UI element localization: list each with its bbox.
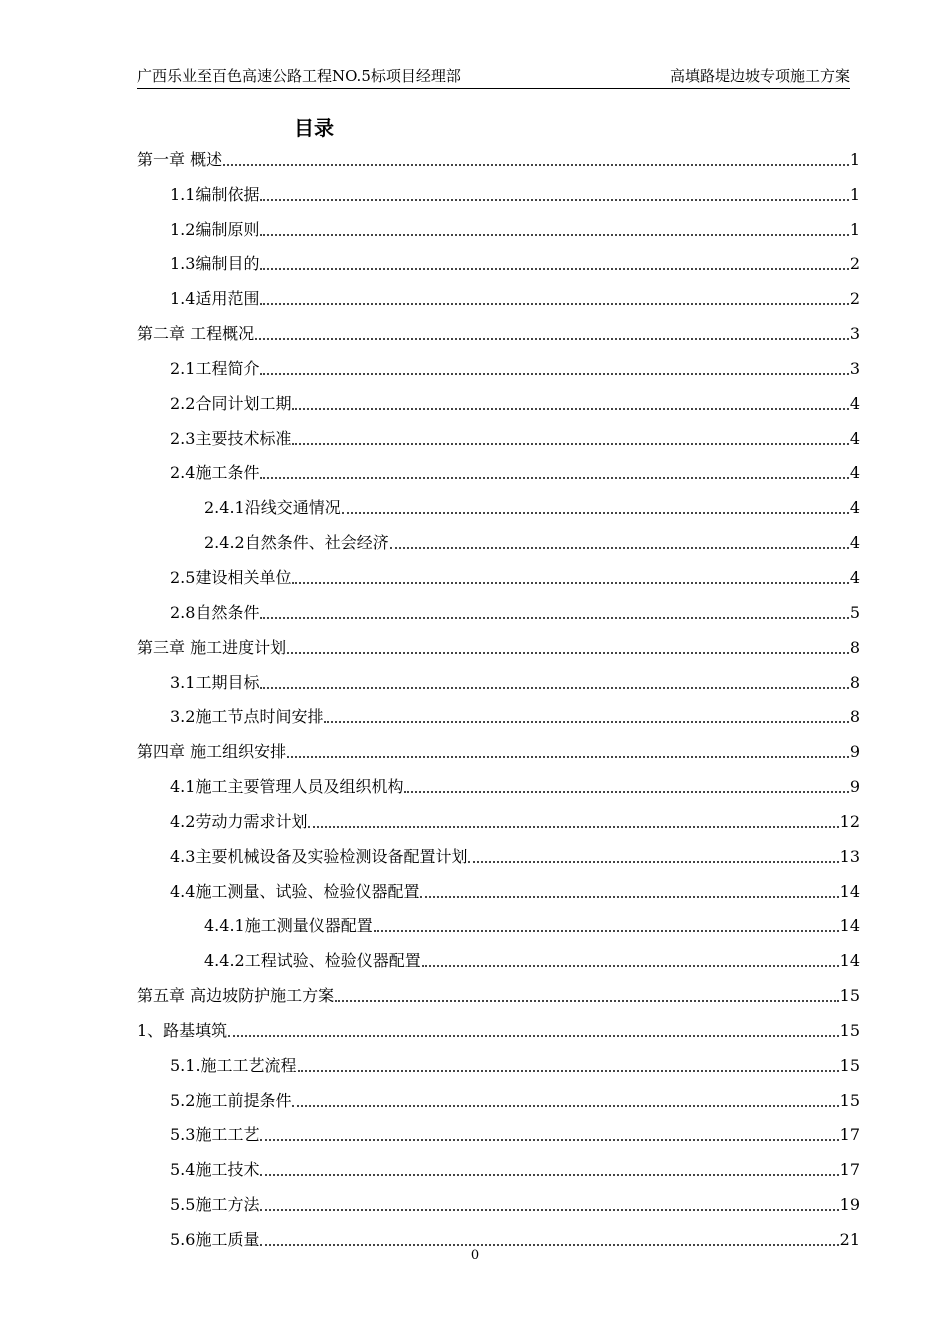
toc-entry-page: 2 — [849, 289, 860, 309]
toc-entry-page: 15 — [839, 986, 860, 1006]
toc-dot-leader — [260, 302, 848, 305]
toc-entry[interactable] — [137, 345, 860, 380]
toc-entry-page: 12 — [839, 811, 860, 831]
toc-entry[interactable] — [137, 833, 860, 868]
toc-entry-label: 4.4.2工程试验、检验仪器配置 — [204, 951, 421, 971]
toc-entry[interactable] — [137, 694, 860, 729]
toc-entry-label: 1.1编制依据 — [170, 184, 260, 204]
toc-entry[interactable] — [137, 1112, 860, 1147]
toc-entry-label: 1.3编制目的 — [170, 254, 260, 274]
toc-entry-label: 5.2施工前提条件 — [170, 1090, 292, 1110]
toc-dot-leader — [223, 163, 849, 166]
toc-entry-label: 2.4.2自然条件、社会经济 — [204, 533, 389, 553]
toc-dot-leader — [260, 1208, 838, 1211]
toc-entry[interactable] — [137, 450, 860, 485]
toc-entry-label: 4.2劳动力需求计划 — [170, 811, 308, 831]
toc-entry-page: 3 — [849, 324, 860, 344]
toc-dot-leader — [260, 198, 848, 201]
page-number: 0 — [470, 1248, 480, 1263]
toc-entry-page: 4 — [849, 428, 860, 448]
toc-entry-label: 5.4施工技术 — [170, 1160, 260, 1180]
toc-dot-leader — [335, 999, 839, 1002]
toc-dot-leader — [228, 1034, 838, 1037]
toc-entry[interactable] — [137, 380, 860, 415]
toc-entry[interactable] — [137, 206, 860, 241]
toc-entry[interactable] — [137, 589, 860, 624]
toc-entry-label: 第一章 概述 — [137, 149, 223, 169]
toc-entry[interactable] — [137, 728, 860, 763]
toc-entry[interactable] — [137, 554, 860, 589]
toc-title: 目录 — [294, 116, 334, 140]
toc-entry-label: 4.3主要机械设备及实验检测设备配置计划 — [170, 846, 468, 866]
toc-entry-label: 第二章 工程概况 — [137, 324, 255, 344]
toc-dot-leader — [260, 233, 848, 236]
toc-entry-page: 3 — [849, 358, 860, 378]
toc-entry-page: 8 — [849, 637, 860, 657]
toc-entry-label: 1.4适用范围 — [170, 289, 260, 309]
toc-dot-leader — [308, 825, 838, 828]
toc-entry[interactable] — [137, 659, 860, 694]
toc-entry[interactable] — [137, 624, 860, 659]
toc-entry-page: 5 — [849, 602, 860, 622]
toc-dot-leader — [404, 790, 848, 793]
toc-dot-leader — [260, 1173, 838, 1176]
toc-entry[interactable] — [137, 1146, 860, 1181]
toc-entry-label: 3.2施工节点时间安排 — [170, 707, 324, 727]
toc-entry-page: 15 — [839, 1090, 860, 1110]
toc-dot-leader — [298, 1069, 839, 1072]
toc-entry-page: 4 — [849, 567, 860, 587]
toc-entry-page: 17 — [839, 1125, 860, 1145]
toc-dot-leader — [292, 407, 848, 410]
toc-entry-label: 2.2合同计划工期 — [170, 393, 292, 413]
toc-entry[interactable] — [137, 763, 860, 798]
toc-entry[interactable] — [137, 1181, 860, 1216]
toc-dot-leader — [374, 929, 839, 932]
toc-entry-label: 4.1施工主要管理人员及组织机构 — [170, 777, 404, 797]
toc-dot-leader — [390, 546, 849, 549]
toc-dot-leader — [260, 267, 848, 270]
toc-dot-leader — [260, 1243, 838, 1246]
toc-dot-leader — [260, 686, 848, 689]
toc-entry[interactable] — [137, 903, 860, 938]
toc-dot-leader — [292, 1104, 838, 1107]
toc-entry-label: 第四章 施工组织安排 — [137, 742, 287, 762]
toc-list — [137, 136, 860, 1251]
toc-entry[interactable] — [137, 310, 860, 345]
toc-entry-label: 第三章 施工进度计划 — [137, 637, 287, 657]
toc-entry-page: 8 — [849, 672, 860, 692]
toc-entry[interactable] — [137, 484, 860, 519]
toc-entry-page: 1 — [849, 184, 860, 204]
toc-entry-page: 4 — [849, 463, 860, 483]
toc-entry-page: 14 — [839, 881, 860, 901]
toc-entry[interactable] — [137, 1077, 860, 1112]
toc-dot-leader — [287, 651, 849, 654]
header-document-title: 高填路堤边坡专项施工方案 — [669, 67, 850, 85]
toc-entry-page: 4 — [849, 498, 860, 518]
toc-entry-page: 15 — [839, 1020, 860, 1040]
toc-entry-page: 1 — [849, 149, 860, 169]
toc-entry-page: 17 — [839, 1160, 860, 1180]
toc-entry-label: 第五章 高边坡防护施工方案 — [137, 986, 335, 1006]
toc-entry[interactable] — [137, 519, 860, 554]
toc-entry[interactable] — [137, 798, 860, 833]
toc-entry-label: 5.3施工工艺 — [170, 1125, 260, 1145]
toc-entry-page: 4 — [849, 393, 860, 413]
toc-entry-page: 9 — [849, 742, 860, 762]
page-header — [137, 64, 850, 89]
toc-entry-label: 4.4施工测量、试验、检验仪器配置 — [170, 881, 420, 901]
toc-entry-label: 2.4施工条件 — [170, 463, 260, 483]
toc-entry[interactable] — [137, 171, 860, 206]
toc-dot-leader — [342, 511, 849, 514]
toc-dot-leader — [287, 755, 849, 758]
toc-entry-label: 2.5建设相关单位 — [170, 567, 292, 587]
toc-entry[interactable] — [137, 241, 860, 276]
toc-dot-leader — [422, 964, 839, 967]
toc-entry-label: 5.5施工方法 — [170, 1195, 260, 1215]
toc-dot-leader — [260, 616, 848, 619]
toc-entry-page: 8 — [849, 707, 860, 727]
toc-entry[interactable] — [137, 972, 860, 1007]
toc-entry-page: 1 — [849, 219, 860, 239]
toc-entry-label: 2.1工程简介 — [170, 358, 260, 378]
toc-entry[interactable] — [137, 1216, 860, 1251]
toc-entry-page: 15 — [839, 1055, 860, 1075]
toc-dot-leader — [292, 442, 848, 445]
toc-entry-page: 13 — [839, 846, 860, 866]
toc-entry-page: 14 — [839, 951, 860, 971]
toc-entry-label: 2.3主要技术标准 — [170, 428, 292, 448]
toc-entry[interactable] — [137, 415, 860, 450]
toc-entry[interactable] — [137, 1007, 860, 1042]
toc-entry-label: 2.4.1沿线交通情况 — [204, 498, 341, 518]
toc-entry-page: 19 — [839, 1195, 860, 1215]
toc-dot-leader — [260, 372, 848, 375]
toc-entry-page: 14 — [839, 916, 860, 936]
toc-entry[interactable] — [137, 136, 860, 171]
toc-dot-leader — [292, 581, 848, 584]
toc-entry-page: 9 — [849, 777, 860, 797]
toc-entry-label: 5.1.施工工艺流程 — [170, 1055, 297, 1075]
toc-dot-leader — [255, 337, 849, 340]
toc-entry-label: 4.4.1施工测量仪器配置 — [204, 916, 373, 936]
toc-entry-page: 4 — [849, 533, 860, 553]
toc-dot-leader — [468, 860, 838, 863]
toc-entry-page: 2 — [849, 254, 860, 274]
toc-entry[interactable] — [137, 1042, 860, 1077]
toc-dot-leader — [324, 720, 848, 723]
toc-entry-label: 3.1工期目标 — [170, 672, 260, 692]
header-project-name: 广西乐业至百色高速公路工程NO.5标项目经理部 — [137, 67, 461, 85]
toc-entry-label: 2.8自然条件 — [170, 602, 260, 622]
toc-entry-label: 5.6施工质量 — [170, 1230, 260, 1249]
toc-entry[interactable] — [137, 868, 860, 903]
toc-entry-label: 1、路基填筑 — [137, 1020, 228, 1040]
toc-dot-leader — [260, 476, 848, 479]
toc-entry-page: 21 — [839, 1230, 860, 1249]
toc-dot-leader — [260, 1138, 838, 1141]
toc-dot-leader — [420, 895, 838, 898]
toc-entry-label: 1.2编制原则 — [170, 219, 260, 239]
toc-entry[interactable] — [137, 937, 860, 972]
toc-entry[interactable] — [137, 275, 860, 310]
